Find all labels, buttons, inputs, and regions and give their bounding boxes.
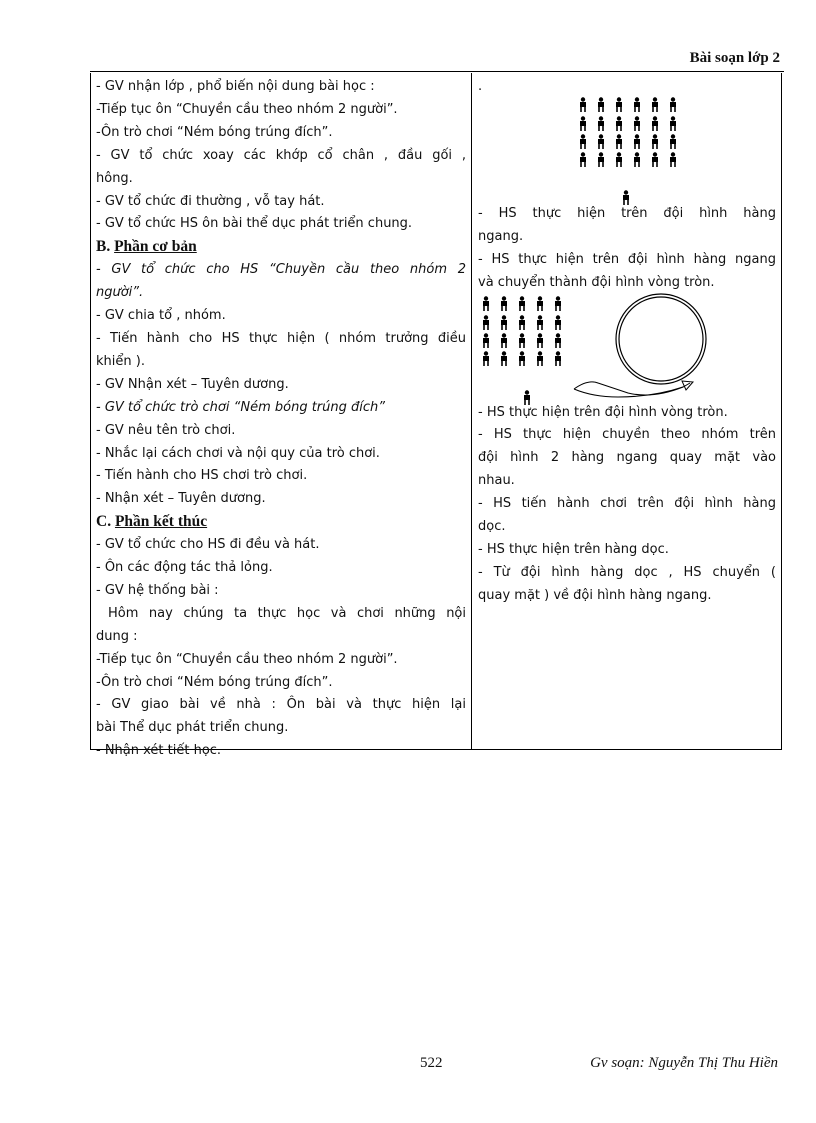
section-c-line: bài Thể dục phát triển chung. [96, 720, 289, 736]
section-c-line: -Tiếp tục ôn “Chuyền cầu theo nhóm 2 người”. [96, 651, 398, 667]
student-icons-row [580, 97, 676, 112]
right-line: quay mặt ) về đội hình hàng ngang. [478, 587, 712, 603]
intro-line: - GV tổ chức HS ôn bài thể dục phát triển chung. [96, 216, 413, 232]
section-c-title: Phần kết thúc [114, 513, 208, 531]
section-c-prefix: C. [96, 513, 115, 531]
header-rule [90, 71, 784, 72]
section-c-line: - Nhận xét tiết học. [96, 743, 222, 759]
circle-formation-diagram [478, 293, 778, 405]
student-icons-row [580, 116, 676, 131]
right-line: - HS thực hiện trên đội hình hàng [478, 205, 776, 221]
intro-line: - GV tổ chức đi thường , vỗ tay hát. [96, 193, 325, 209]
right-line: - Từ đội hình hàng dọc , HS chuyển ( [478, 564, 776, 580]
right-dot: . [478, 79, 483, 94]
section-b-line: - GV tổ chức cho HS “Chuyền cầu theo nhóm 2 [96, 262, 466, 278]
teacher-icon [524, 390, 530, 405]
section-c-line: dung : [96, 628, 138, 644]
right-line: - HS thực hiện trên đội hình vòng tròn. [478, 404, 728, 420]
student-icons-row [483, 296, 561, 311]
right-line: ngang. [478, 228, 524, 244]
section-c-line: -Ôn trò chơi “Ném bóng trúng đích”. [96, 674, 333, 690]
section-b-line: - GV nêu tên trò chơi. [96, 422, 236, 438]
section-c-line: - Ôn các động tác thả lỏng. [96, 560, 273, 576]
student-icons-row [580, 152, 676, 167]
right-line: - HS thực hiện trên đội hình hàng ngang [478, 251, 776, 267]
student-icons-row [580, 134, 676, 149]
student-icons-row [483, 315, 561, 330]
section-b-heading [96, 236, 466, 259]
section-b-line: - GV tổ chức trò chơi “Ném bóng trúng đích” [96, 399, 385, 415]
author-credit: Gv soạn: Nguyễn Thị Thu Hiền [590, 1055, 778, 1071]
intro-line: hông. [96, 170, 133, 186]
teacher-activities-column [96, 76, 466, 763]
section-b-line: người”. [96, 285, 144, 301]
circle-outline [616, 294, 706, 384]
section-b-line: - GV Nhận xét – Tuyên dương. [96, 376, 289, 392]
right-line: - HS thực hiện chuyền theo nhóm trên [478, 427, 776, 443]
section-c-heading [96, 511, 466, 534]
section-b-line: - Tiến hành cho HS thực hiện ( nhóm trưởng điều [96, 330, 466, 346]
student-icons-row [483, 351, 561, 366]
right-line: nhau. [478, 473, 515, 489]
section-b-line: - GV chia tổ , nhóm. [96, 308, 226, 324]
section-b-line: khiển ). [96, 353, 145, 369]
column-divider [471, 73, 472, 750]
teacher-icon [623, 190, 629, 205]
section-b-prefix: B. [96, 238, 115, 256]
section-c-line: - GV hệ thống bài : [96, 582, 219, 598]
curved-arrow-icon [574, 381, 693, 397]
section-c-line: - GV giao bài về nhà : Ôn bài và thực hiện lại [96, 697, 466, 713]
right-line: - HS tiến hành chơi trên đội hình hàng [478, 496, 776, 512]
section-b-title: Phần cơ bản [114, 238, 197, 256]
intro-line: -Ôn trò chơi “Ném bóng trúng đích”. [96, 124, 333, 140]
right-line: và chuyển thành đội hình vòng tròn. [478, 274, 715, 290]
intro-line: - GV tổ chức xoay các khớp cổ chân , đầu gối , [96, 147, 466, 163]
section-b-line: - Tiến hành cho HS chơi trò chơi. [96, 468, 308, 484]
section-b-line: - Nhắc lại cách chơi và nội quy của trò chơi. [96, 445, 380, 461]
section-c-line: Hôm nay chúng ta thực học và chơi những nội [108, 605, 466, 621]
page-number: 522 [420, 1055, 443, 1071]
section-b-line: - Nhận xét – Tuyên dương. [96, 491, 266, 507]
right-line: - HS thực hiện trên hàng dọc. [478, 541, 669, 557]
student-icons-row [483, 333, 561, 348]
intro-line: -Tiếp tục ôn “Chuyền cầu theo nhóm 2 người”. [96, 101, 398, 117]
intro-line: - GV nhận lớp , phổ biến nội dung bài học : [96, 79, 375, 94]
right-line: dọc. [478, 519, 506, 535]
right-line: đội hình 2 hàng ngang quay mặt vào [478, 450, 776, 466]
header-title: Bài soạn lớp 2 [689, 50, 780, 66]
horizontal-formation-diagram [575, 96, 685, 211]
section-c-line: - GV tổ chức cho HS đi đều và hát. [96, 537, 320, 553]
